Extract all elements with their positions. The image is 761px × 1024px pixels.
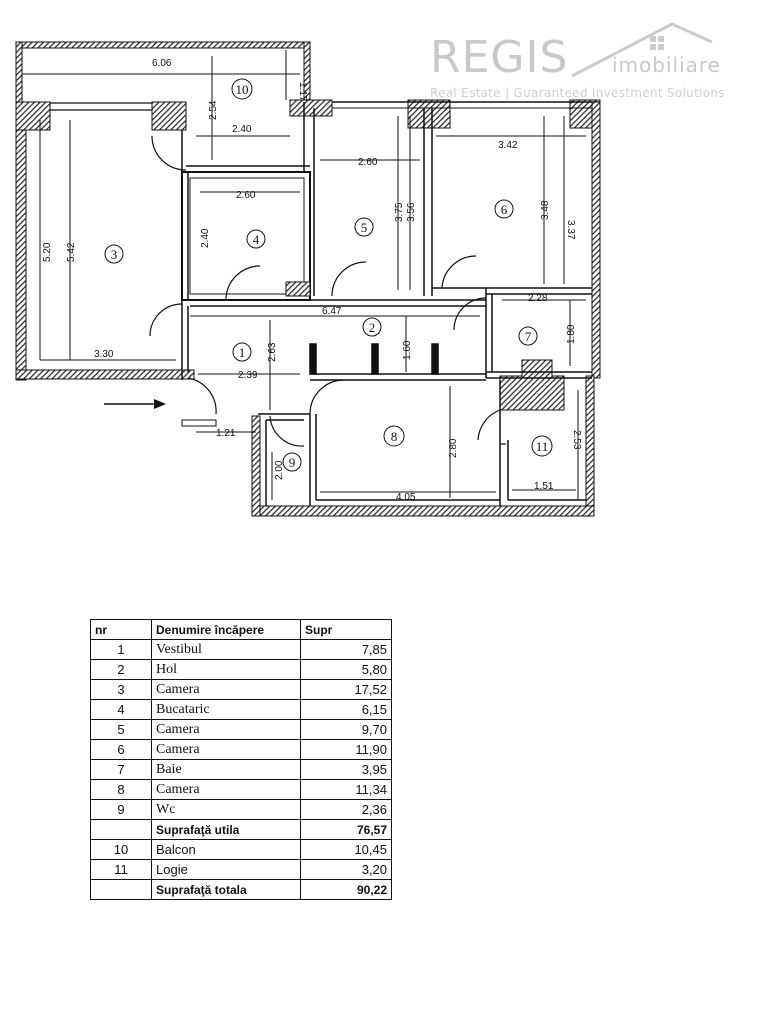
dim-room11-height: 2.53	[571, 430, 582, 450]
row-area: 17,52	[301, 680, 392, 700]
dimension-labels	[42, 58, 582, 503]
row-nr: 5	[91, 720, 152, 740]
dim-wc-height: 2.00	[274, 460, 285, 480]
room-6-label: 6	[500, 202, 508, 217]
row-nr: 1	[91, 640, 152, 660]
row-name: Camera	[152, 780, 301, 800]
room-area-table	[90, 619, 392, 900]
row-nr	[91, 820, 152, 840]
room-4-label: 4	[252, 232, 260, 247]
room-number-labels	[111, 82, 549, 470]
row-name: Wc	[152, 800, 301, 820]
logo-subbrand: imobiliare	[612, 53, 721, 77]
table-row	[91, 680, 392, 700]
row-name: Vestibul	[152, 640, 301, 660]
logo-brand: REGIS	[430, 32, 569, 83]
row-nr: 2	[91, 660, 152, 680]
room-3-label: 3	[110, 247, 118, 262]
row-area: 90,22	[301, 880, 392, 900]
dim-balcony-length: 6.06	[152, 58, 172, 69]
row-area: 7,85	[301, 640, 392, 660]
room-9-label: 9	[288, 455, 296, 470]
row-nr: 6	[91, 740, 152, 760]
table-row	[91, 780, 392, 800]
dim-balcony-width: 2.40	[232, 124, 252, 135]
dim-room5-height-a: 3.75	[394, 202, 405, 222]
table-row	[91, 720, 392, 740]
dim-vestibule-width: 2.39	[238, 370, 258, 381]
dim-room6-height-b: 3.37	[565, 220, 576, 240]
room-5-label: 5	[360, 220, 368, 235]
exterior-walls	[16, 100, 600, 516]
dim-room7-height: 1.80	[566, 324, 577, 344]
room-7-label: 7	[524, 329, 532, 344]
header-area: Supr	[301, 620, 392, 640]
room-2-label: 2	[368, 320, 376, 335]
row-name: Balcon	[152, 840, 301, 860]
row-name: Suprafaţă utila	[152, 820, 301, 840]
dim-balcony-depth: 1.17	[297, 82, 308, 102]
header-room-name: Denumire încăpere	[152, 620, 301, 640]
dim-room4-height: 2.40	[200, 228, 211, 248]
table-row	[91, 640, 392, 660]
interior-walls	[182, 102, 592, 506]
table-row	[91, 740, 392, 760]
door-swings	[150, 136, 506, 446]
row-nr: 3	[91, 680, 152, 700]
dim-room8-height: 2.80	[448, 438, 459, 458]
room-11-label: 11	[535, 439, 549, 454]
room-8-label: 8	[390, 429, 398, 444]
table-header-row	[91, 620, 392, 640]
row-name: Baie	[152, 760, 301, 780]
header-nr: nr	[91, 620, 152, 640]
dim-room3-width: 3.30	[94, 349, 114, 360]
table-row	[91, 800, 392, 820]
dim-room5-width: 2.60	[358, 157, 378, 168]
dim-room3-height-a: 5.20	[42, 242, 53, 262]
row-name: Camera	[152, 720, 301, 740]
dim-wc-width: 1.21	[216, 428, 236, 439]
row-area: 3,95	[301, 760, 392, 780]
dim-room3-height-b: 5.42	[66, 242, 77, 262]
row-name: Logie	[152, 860, 301, 880]
table-row	[91, 760, 392, 780]
row-name: Bucataric	[152, 700, 301, 720]
row-area: 9,70	[301, 720, 392, 740]
dim-hall-length: 6.47	[322, 306, 342, 317]
row-nr: 8	[91, 780, 152, 800]
row-nr: 9	[91, 800, 152, 820]
row-area: 76,57	[301, 820, 392, 840]
dim-room4-width: 2.60	[236, 190, 256, 201]
row-area: 5,80	[301, 660, 392, 680]
table-row	[91, 660, 392, 680]
row-area: 11,90	[301, 740, 392, 760]
row-area: 6,15	[301, 700, 392, 720]
row-nr	[91, 880, 152, 900]
dim-room5-height-b: 3.56	[406, 202, 417, 222]
dim-room8-width: 4.05	[396, 492, 416, 503]
row-area: 3,20	[301, 860, 392, 880]
logo-tagline: Real Estate | Guaranteed Investment Solutions	[430, 86, 725, 100]
room-1-label: 1	[238, 345, 246, 360]
row-area: 10,45	[301, 840, 392, 860]
dim-vestibule-height: 2.63	[267, 342, 278, 362]
dim-balcony-height: 2.54	[208, 100, 219, 120]
useful-area-row	[91, 820, 392, 840]
room-10-label: 10	[235, 82, 249, 97]
table-row	[91, 840, 392, 860]
row-area: 2,36	[301, 800, 392, 820]
dim-room11-width: 1.51	[534, 481, 554, 492]
dim-room6-height-a: 3.48	[540, 200, 551, 220]
row-nr: 4	[91, 700, 152, 720]
row-nr: 10	[91, 840, 152, 860]
dim-room7-width: 2.28	[528, 293, 548, 304]
total-area-row	[91, 880, 392, 900]
dim-room6-width: 3.42	[498, 140, 518, 151]
entrance-arrow-icon	[104, 399, 166, 409]
row-name: Camera	[152, 740, 301, 760]
row-nr: 11	[91, 860, 152, 880]
row-name: Camera	[152, 680, 301, 700]
room-numbers	[105, 79, 552, 471]
row-name: Suprafaţă totala	[152, 880, 301, 900]
row-name: Hol	[152, 660, 301, 680]
table-row	[91, 860, 392, 880]
dim-hall-depth: 1.60	[402, 340, 413, 360]
row-area: 11,34	[301, 780, 392, 800]
regis-logo	[430, 24, 725, 100]
table-row	[91, 700, 392, 720]
balcony-10	[16, 42, 310, 110]
row-nr: 7	[91, 760, 152, 780]
